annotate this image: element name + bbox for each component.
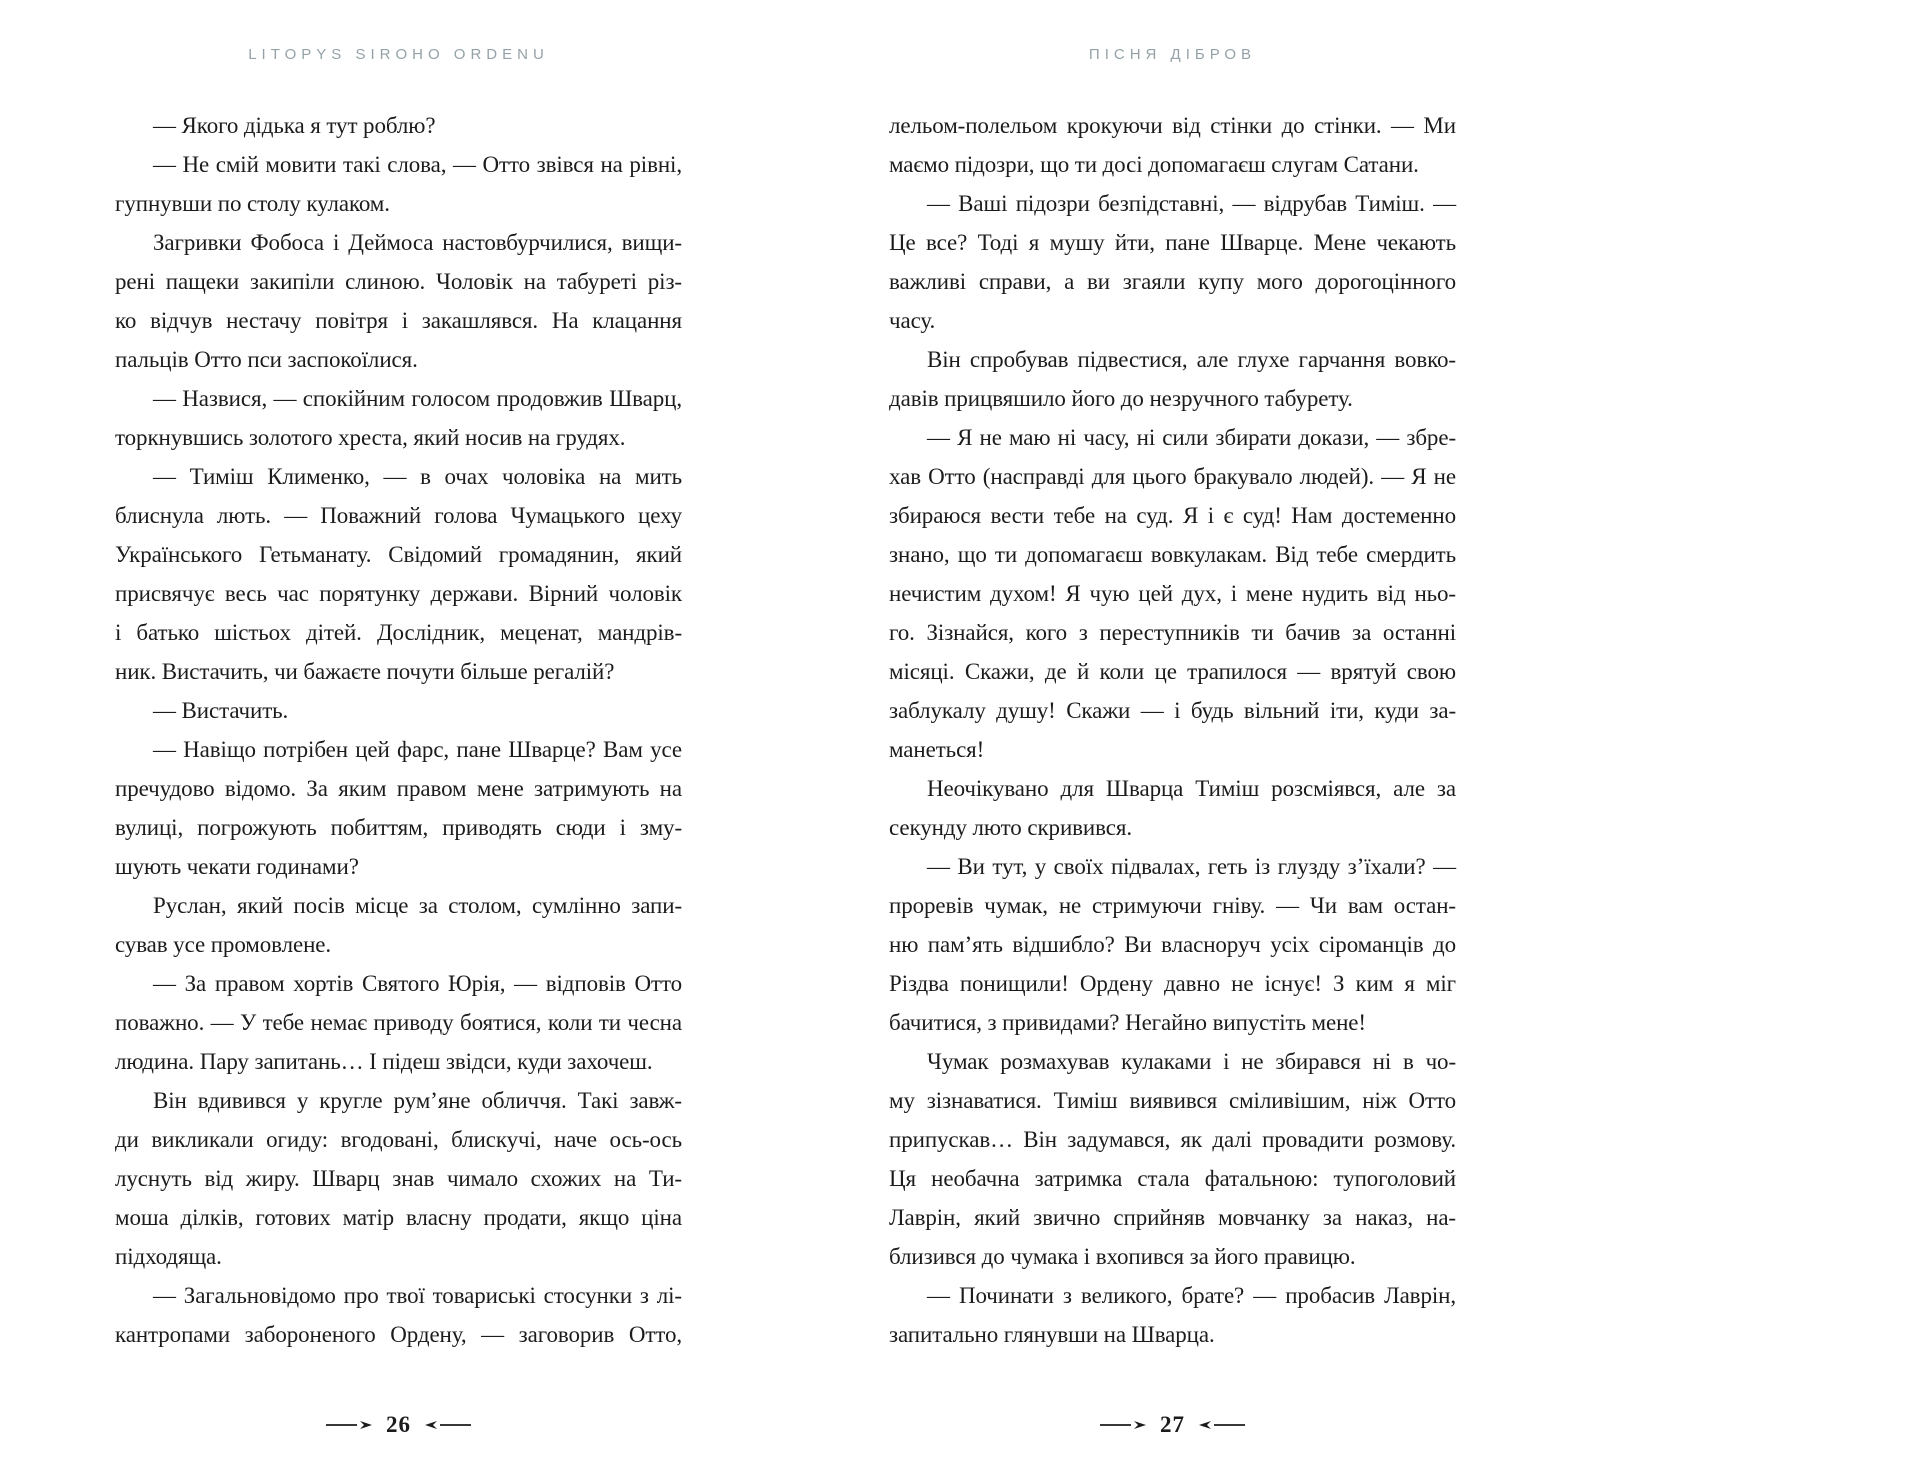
text-line: секунду люто скривився.: [889, 815, 1132, 840]
text-line: — Загальновідомо про твої товариські стосунки з лі-: [153, 1283, 682, 1308]
text-line: луснуть від жиру. Шварц знав чимало схожих на Ти-: [115, 1166, 682, 1191]
text-line: гупнувши по столу кулаком.: [115, 191, 390, 216]
text-line: — Тиміш Клименко, — в очах чоловіка на мить: [153, 464, 682, 489]
text-line: — Я не маю ні часу, ні сили збирати докази, — збре-: [927, 425, 1456, 450]
text-line: важливі справи, а ви згаяли купу мого дорогоцінного: [889, 269, 1456, 294]
text-line: бачитися, з привидами? Негайно випустіть мене!: [889, 1010, 1366, 1035]
folio-ornament-left-icon: [326, 1419, 372, 1431]
text-line: блиснула лють. — Поважний голова Чумацького цеху: [115, 503, 682, 528]
text-line: ко відчув нестачу повітря і закашлявся. На клацання: [115, 308, 682, 333]
text-line: манеться!: [889, 737, 985, 762]
text-line: рені пащеки закипіли слиною. Чоловік на табуреті різ-: [115, 269, 682, 294]
text-line: припускав… Він задумався, як далі провадити розмову.: [889, 1127, 1456, 1152]
text-line: — Якого дідька я тут роблю?: [153, 113, 436, 138]
text-line: — За правом хортів Святого Юрія, — відповів Отто: [153, 971, 682, 996]
text-line: торкнувшись золотого хреста, який носив на грудях.: [115, 425, 626, 450]
folio-ornament-right-icon: [425, 1419, 471, 1431]
text-line: — Навіщо потрібен цей фарс, пане Шварце? Вам усе: [153, 737, 682, 762]
text-line: Руслан, який посів місце за столом, сумлінно запи-: [153, 893, 682, 918]
text-line: поважно. — У тебе немає приводу боятися, коли ти чесна: [115, 1010, 682, 1035]
text-line: маємо підозри, що ти досі допомагаєш слугам Сатани.: [889, 152, 1419, 177]
text-line: — Ви тут, у своїх підвалах, геть із глузду з’їхали? —: [927, 854, 1456, 879]
folio-ornament-left-icon: [1100, 1419, 1146, 1431]
text-line: Ця необачна затримка стала фатальною: тупоголовий: [889, 1166, 1456, 1191]
folio-ornament-right-icon: [1199, 1419, 1245, 1431]
text-line: Неочікувано для Шварца Тиміш розсміявся, але за: [927, 776, 1456, 801]
text-line: збираюся вести тебе на суд. Я і є суд! Нам достеменно: [889, 503, 1456, 528]
text-line: людина. Пару запитань… І підеш звідси, куди захочеш.: [115, 1049, 653, 1074]
text-line: лельом-полельом крокуючи від стінки до стінки. — Ми: [889, 113, 1456, 138]
text-line: моша ділків, готових матір власну продати, якщо ціна: [115, 1205, 682, 1230]
right-page-text-block: [889, 106, 1456, 1354]
text-line: — Ваші підозри безпідставні, — відрубав Тиміш. —: [927, 191, 1456, 216]
text-line: — Не смій мовити такі слова, — Отто звівся на рівні,: [153, 152, 682, 177]
text-line: ник. Вистачить, чи бажаєте почути більше регалій?: [115, 659, 615, 684]
left-page-text-block: [115, 106, 682, 1354]
text-line: Це все? Тоді я мушу йти, пане Шварце. Мене чекають: [889, 230, 1456, 255]
text-line: ди викликали огиду: вгодовані, блискучі, наче ось-ось: [115, 1127, 682, 1152]
text-line: підходяща.: [115, 1244, 222, 1269]
text-line: — Починати з великого, брате? — пробасив Лаврін,: [927, 1283, 1456, 1308]
text-line: близився до чумака і вхопився за його правицю.: [889, 1244, 1356, 1269]
text-line: го. Зізнайся, кого з переступників ти бачив за останні: [889, 620, 1456, 645]
text-line: давів прицвяшило його до незручного табурету.: [889, 386, 1353, 411]
text-line: Він спробував підвестися, але глухе гарчання вовко-: [927, 347, 1456, 372]
text-line: заблукалу душу! Скажи — і будь вільний іти, куди за-: [889, 698, 1456, 723]
text-line: знано, що ти допомагаєш вовкулакам. Від тебе смердить: [889, 542, 1456, 567]
text-line: сував усе промовлене.: [115, 932, 332, 957]
running-header-left: LITOPYS SIROHO ORDENU: [248, 46, 549, 63]
text-line: Різдва понищили! Ордену давно не існує! З ким я міг: [889, 971, 1456, 996]
text-line: шують чекати годинами?: [115, 854, 359, 879]
text-line: кантропами забороненого Ордену, — заговорив Отто,: [115, 1322, 682, 1347]
text-line: запитально глянувши на Шварца.: [889, 1322, 1215, 1347]
text-line: Він вдивився у кругле рум’яне обличчя. Такі завж-: [153, 1088, 682, 1113]
text-line: пальців Отто пси заспокоїлися.: [115, 347, 418, 372]
text-line: му зізнаватися. Тиміш виявився сміливішим, ніж Отто: [889, 1088, 1456, 1113]
text-line: і батько шістьох дітей. Дослідник, меценат, мандрів-: [115, 620, 682, 645]
text-line: присвячує весь час порятунку держави. Вірний чоловік: [115, 581, 682, 606]
right-page-number: 27: [1160, 1412, 1185, 1437]
text-line: Чумак розмахував кулаками і не збирався ні в чо-: [927, 1049, 1456, 1074]
left-page-folio: [115, 1412, 682, 1438]
text-line: вулиці, погрожують побиттям, приводять сюди і зму-: [115, 815, 682, 840]
text-line: часу.: [889, 308, 936, 333]
text-line: Лаврін, який звично сприйняв мовчанку за наказ, на-: [889, 1205, 1456, 1230]
text-line: пречудово відомо. За яким правом мене затримують на: [115, 776, 682, 801]
text-line: Загривки Фобоса і Деймоса настовбурчилися, вищи-: [153, 230, 682, 255]
left-page-number: 26: [386, 1412, 411, 1437]
running-header-right: ПІСНЯ ДІБРОВ: [1088, 46, 1257, 63]
text-line: хав Отто (насправді для цього бракувало людей). — Я не: [889, 464, 1456, 489]
text-line: ню пам’ять відшибло? Ви власноруч усіх сіроманців до: [889, 932, 1456, 957]
text-line: місяці. Скажи, де й коли це трапилося — врятуй свою: [889, 659, 1456, 684]
text-line: — Вистачить.: [153, 698, 289, 723]
text-line: нечистим духом! Я чую цей дух, і мене нудить від ньо-: [889, 581, 1456, 606]
right-page-folio: [889, 1412, 1456, 1438]
text-line: Українського Гетьманату. Свідомий громадянин, який: [115, 542, 682, 567]
text-line: — Назвися, — спокійним голосом продовжив Шварц,: [153, 386, 682, 411]
text-line: проревів чумак, не стримуючи гніву. — Чи вам остан-: [889, 893, 1456, 918]
